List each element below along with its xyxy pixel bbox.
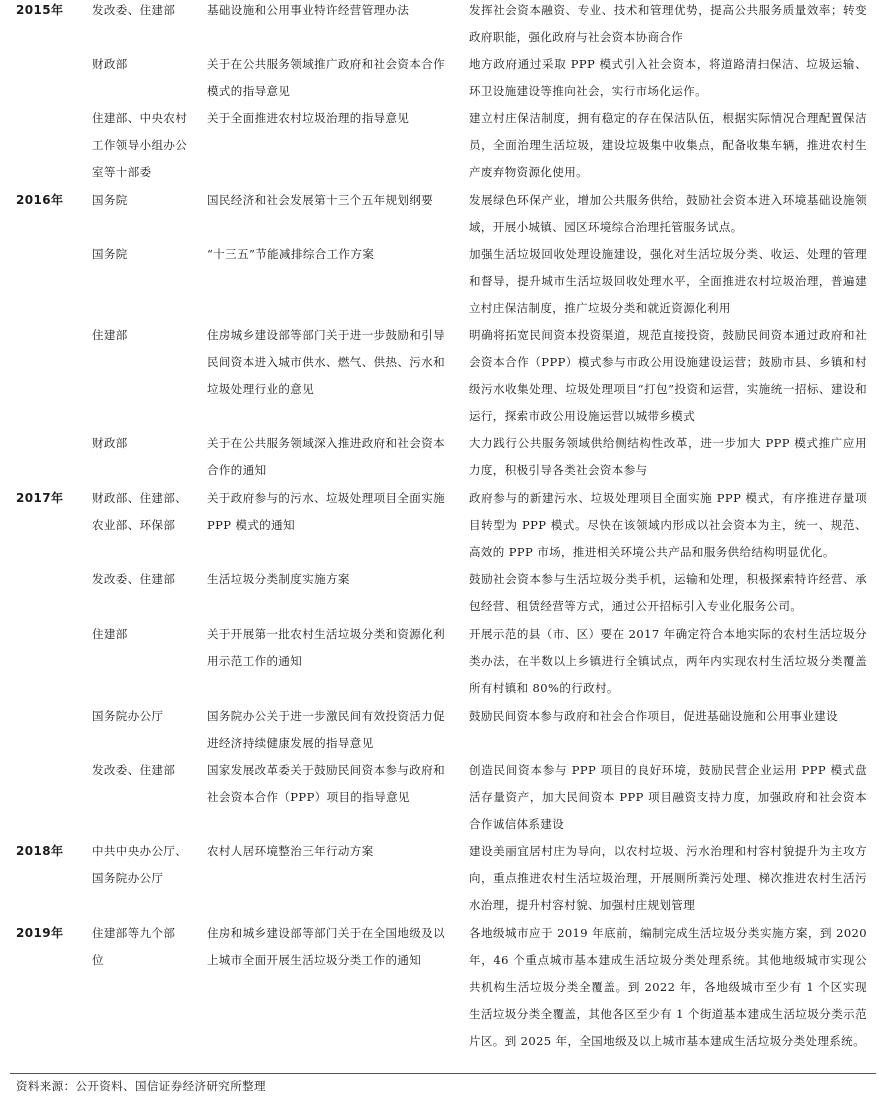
- department-cell: 发改委、住建部: [92, 763, 176, 777]
- table-row: [0, 838, 882, 919]
- content-cell: 大力践行公共服务领域供给侧结构性改革，进一步加大 PPP 模式推广应用力度，积极引导各类社会资本参与: [469, 436, 867, 477]
- content-cell: 政府参与的新建污水、垃圾处理项目全面实施 PPP 模式，有序推进存量项目转型为 PPP 模式。尽快在该领域内形成以社会资本为主，统一、规范、高效的 PPP 市场，推进相关环境公共产品和服务供给结构明显优化。: [469, 491, 867, 559]
- year-cell: 2015年: [16, 3, 64, 17]
- policy-cell: 生活垃圾分类制度实施方案: [207, 572, 350, 586]
- content-cell: 发展绿色环保产业，增加公共服务供给，鼓励社会资本进入环境基础设施领域，开展小城镇、园区环境综合治理托管服务试点。: [469, 193, 867, 234]
- content-cell: 建立村庄保洁制度，拥有稳定的存在保洁队伍，根据实际情况合理配置保洁员，全面治理生活垃圾，建设垃圾集中收集点，配备收集车辆，推进农村生产废弃物资源化使用。: [469, 111, 867, 179]
- policy-cell: 关于全面推进农村垃圾治理的指导意见: [207, 111, 410, 125]
- table-row: [0, 757, 882, 838]
- table-row: [0, 430, 882, 484]
- policy-cell: 基础设施和公用事业特许经营管理办法: [207, 3, 410, 17]
- policy-cell: 国务院办公关于进一步激民间有效投资活力促进经济持续健康发展的指导意见: [207, 709, 445, 750]
- table-row: [0, 485, 882, 566]
- department-cell: 发改委、住建部: [92, 3, 176, 17]
- year-cell: 2016年: [16, 193, 64, 207]
- department-cell: 住建部、中央农村工作领导小组办公室等十部委: [92, 111, 188, 179]
- year-cell: 2017年: [16, 491, 64, 505]
- department-cell: 中共中央办公厅、国务院办公厅: [92, 844, 188, 885]
- department-cell: 财政部: [92, 57, 128, 71]
- content-cell: 建设美丽宜居村庄为导向，以农村垃圾、污水治理和村容村貌提升为主攻方向，重点推进农村生活垃圾治理，开展厕所粪污处理、梯次推进农村生活污水治理，提升村容村貌、加强村庄规划管理: [469, 844, 867, 912]
- department-cell: 国务院: [92, 247, 128, 261]
- year-cell: 2018年: [16, 844, 64, 858]
- policy-cell: 关于在公共服务领域深入推进政府和社会资本合作的通知: [207, 436, 445, 477]
- content-cell: 各地级城市应于 2019 年底前，编制完成生活垃圾分类实施方案，到 2020 年，46 个重点城市基本建成生活垃圾分类处理系统。其他地级城市实现公共机构生活垃圾分类全覆盖。到 2022 年，各地级城市至少有 1 个区实现生活垃圾分类全覆盖，其他各区至少有 1 个街道基本建成生活垃圾分类示范片区。到 2025 年，全国地级及以上城市基本建成生活垃圾分类处理系统。: [469, 926, 867, 1048]
- source-note: 资料来源：公开资料、国信证券经济研究所整理: [16, 1079, 266, 1093]
- table-row: [0, 920, 882, 1055]
- year-cell: 2019年: [16, 926, 64, 940]
- table-row: [0, 51, 882, 105]
- content-cell: 鼓励社会资本参与生活垃圾分类手机，运输和处理，积极探索特许经营、承包经营、租赁经营等方式，通过公开招标引入专业化服务公司。: [469, 572, 867, 613]
- table-row: [0, 0, 882, 51]
- policy-cell: 住房城乡建设部等部门关于进一步鼓励和引导民间资本进入城市供水、燃气、供热、污水和垃圾处理行业的意见: [207, 328, 445, 396]
- department-cell: 住建部: [92, 328, 128, 342]
- content-cell: 发挥社会资本融资、专业、技术和管理优势，提高公共服务质量效率；转变政府职能，强化政府与社会资本协商合作: [469, 3, 867, 44]
- table-row: [0, 187, 882, 241]
- table-row: [0, 322, 882, 430]
- policy-cell: 农村人居环境整治三年行动方案: [207, 844, 374, 858]
- footer-divider: [10, 1073, 876, 1074]
- table-row: [0, 703, 882, 757]
- content-cell: 开展示范的县（市、区）要在 2017 年确定符合本地实际的农村生活垃圾分类办法，在半数以上乡镇进行全镇试点，两年内实现农村生活垃圾分类覆盖所有村镇和 80%的行政村。: [469, 627, 867, 695]
- department-cell: 住建部: [92, 627, 128, 641]
- department-cell: 发改委、住建部: [92, 572, 176, 586]
- table-row: [0, 566, 882, 620]
- department-cell: 财政部: [92, 436, 128, 450]
- content-cell: 创造民间资本参与 PPP 项目的良好环境，鼓励民营企业运用 PPP 模式盘活存量资产，加大民间资本 PPP 项目融资支持力度，加强政府和社会资本合作诚信体系建设: [469, 763, 867, 831]
- department-cell: 国务院: [92, 193, 128, 207]
- department-cell: 住建部等九个部位: [92, 926, 176, 967]
- policy-cell: 关于政府参与的污水、垃圾处理项目全面实施 PPP 模式的通知: [207, 491, 445, 532]
- content-cell: 鼓励民间资本参与政府和社会合作项目，促进基础设施和公用事业建设: [469, 709, 838, 723]
- table-row: [0, 241, 882, 322]
- content-cell: 明确将拓宽民间资本投资渠道，规范直接投资，鼓励民间资本通过政府和社会资本合作（PPP）模式参与市政公用设施建设运营；鼓励市县、乡镇和村级污水收集处理、垃圾处理项目“打包”投资和运营，实施统一招标、建设和运行，探索市政公用设施运营以城带乡模式: [469, 328, 867, 423]
- table-row: [0, 621, 882, 702]
- department-cell: 财政部、住建部、农业部、环保部: [92, 491, 188, 532]
- content-cell: 加强生活垃圾回收处理设施建设，强化对生活垃圾分类、收运、处理的管理和督导，提升城市生活垃圾回收处理水平，全面推进农村垃圾治理，普遍建立村庄保洁制度，推广垃圾分类和就近资源化利用: [469, 247, 867, 315]
- policy-cell: 国民经济和社会发展第十三个五年规划纲要: [207, 193, 434, 207]
- department-cell: 国务院办公厅: [92, 709, 164, 723]
- policy-cell: 国家发展改革委关于鼓励民间资本参与政府和社会资本合作（PPP）项目的指导意见: [207, 763, 445, 804]
- policy-cell: 住房和城乡建设部等部门关于在全国地级及以上城市全面开展生活垃圾分类工作的通知: [207, 926, 445, 967]
- policy-cell: “十三五”节能减排综合工作方案: [207, 247, 375, 261]
- content-cell: 地方政府通过采取 PPP 模式引入社会资本，将道路清扫保洁、垃圾运输、环卫设施建设等推向社会，实行市场化运作。: [469, 57, 867, 98]
- policy-cell: 关于在公共服务领域推广政府和社会资本合作模式的指导意见: [207, 57, 445, 98]
- policy-cell: 关于开展第一批农村生活垃圾分类和资源化利用示范工作的通知: [207, 627, 445, 668]
- table-row: [0, 105, 882, 186]
